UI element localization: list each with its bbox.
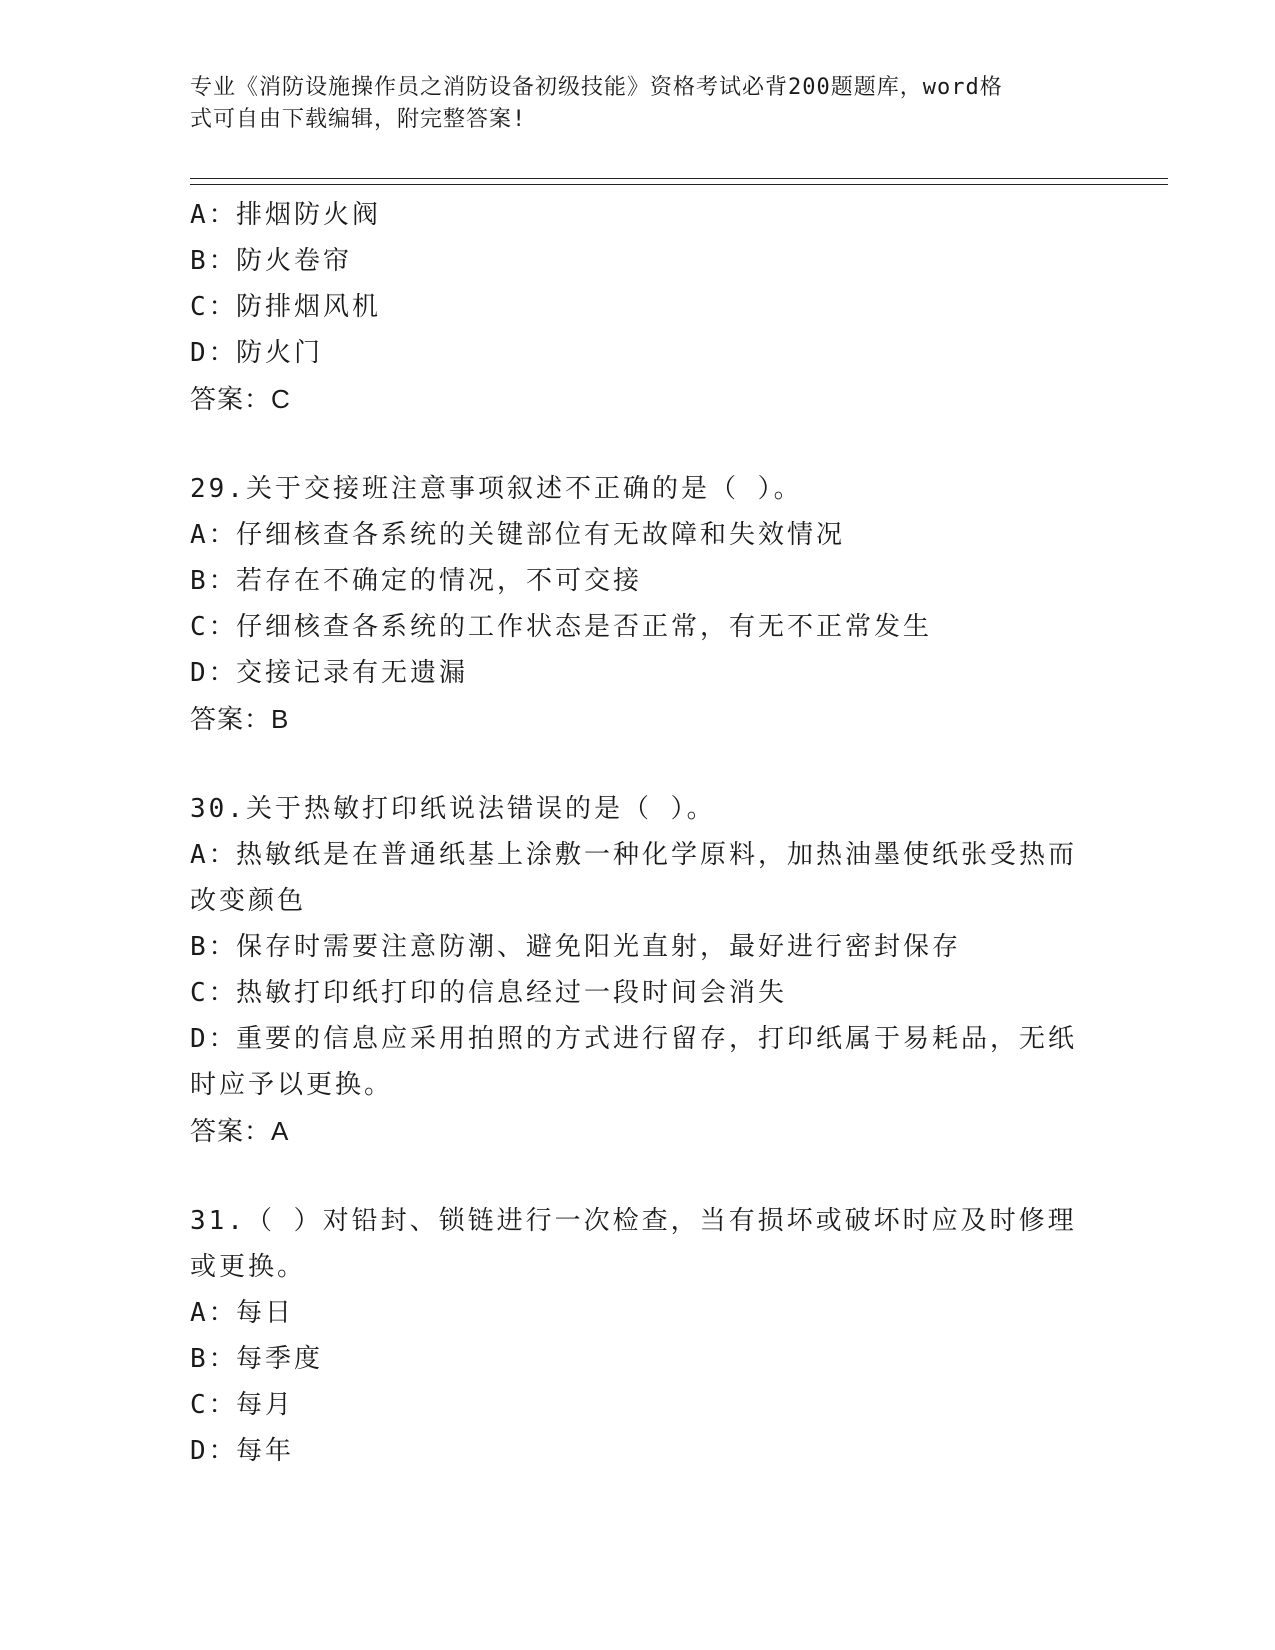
option-b: B：保存时需要注意防潮、避免阳光直射，最好进行密封保存 [190, 932, 962, 962]
question-29 [190, 466, 1080, 742]
question-31 [190, 1198, 1080, 1474]
question-30 [190, 786, 1080, 1154]
option-d-continued: 时应予以更换。 [190, 1070, 394, 1100]
option-b: B：若存在不确定的情况，不可交接 [190, 566, 643, 596]
option-c: C：每月 [190, 1390, 295, 1420]
question-28 [190, 192, 1080, 422]
option-d: D：重要的信息应采用拍照的方式进行留存，打印纸属于易耗品，无纸 [190, 1024, 1078, 1054]
option-d: D：每年 [190, 1436, 295, 1466]
option-d: D：交接记录有无遗漏 [190, 658, 469, 688]
question-list [190, 192, 1080, 1474]
question-text: 29.关于交接班注意事项叙述不正确的是（ ）。 [190, 474, 803, 504]
option-b: B：防火卷帘 [190, 246, 353, 276]
question-text: 30.关于热敏打印纸说法错误的是（ ）。 [190, 794, 716, 824]
option-c: C：仔细核查各系统的工作状态是否正常，有无不正常发生 [190, 612, 933, 642]
option-c: C：防排烟风机 [190, 292, 382, 322]
header-line-1: 专业《消防设施操作员之消防设备初级技能》资格考试必背200题题库，word格 [190, 75, 1003, 100]
option-a: A：热敏纸是在普通纸基上涂敷一种化学原料，加热油墨使纸张受热而 [190, 840, 1078, 870]
option-d: D：防火门 [190, 338, 324, 368]
header-divider [190, 178, 1168, 185]
question-text-continued: 或更换。 [190, 1252, 307, 1282]
option-a-continued: 改变颜色 [190, 886, 307, 916]
answer-line: 答案：B [190, 704, 290, 734]
option-c: C：热敏打印纸打印的信息经过一段时间会消失 [190, 978, 788, 1008]
option-a: A：每日 [190, 1298, 295, 1328]
option-a: A：排烟防火阀 [190, 200, 382, 230]
header-line-2: 式可自由下载编辑，附完整答案! [190, 107, 527, 132]
document-header [190, 72, 1090, 136]
answer-line: 答案：A [190, 1116, 290, 1146]
option-a: A：仔细核查各系统的关键部位有无故障和失效情况 [190, 520, 846, 550]
answer-line: 答案：C [190, 384, 291, 414]
question-text: 31.（ ）对铅封、锁链进行一次检查，当有损坏或破坏时应及时修理 [190, 1206, 1077, 1236]
option-b: B：每季度 [190, 1344, 324, 1374]
